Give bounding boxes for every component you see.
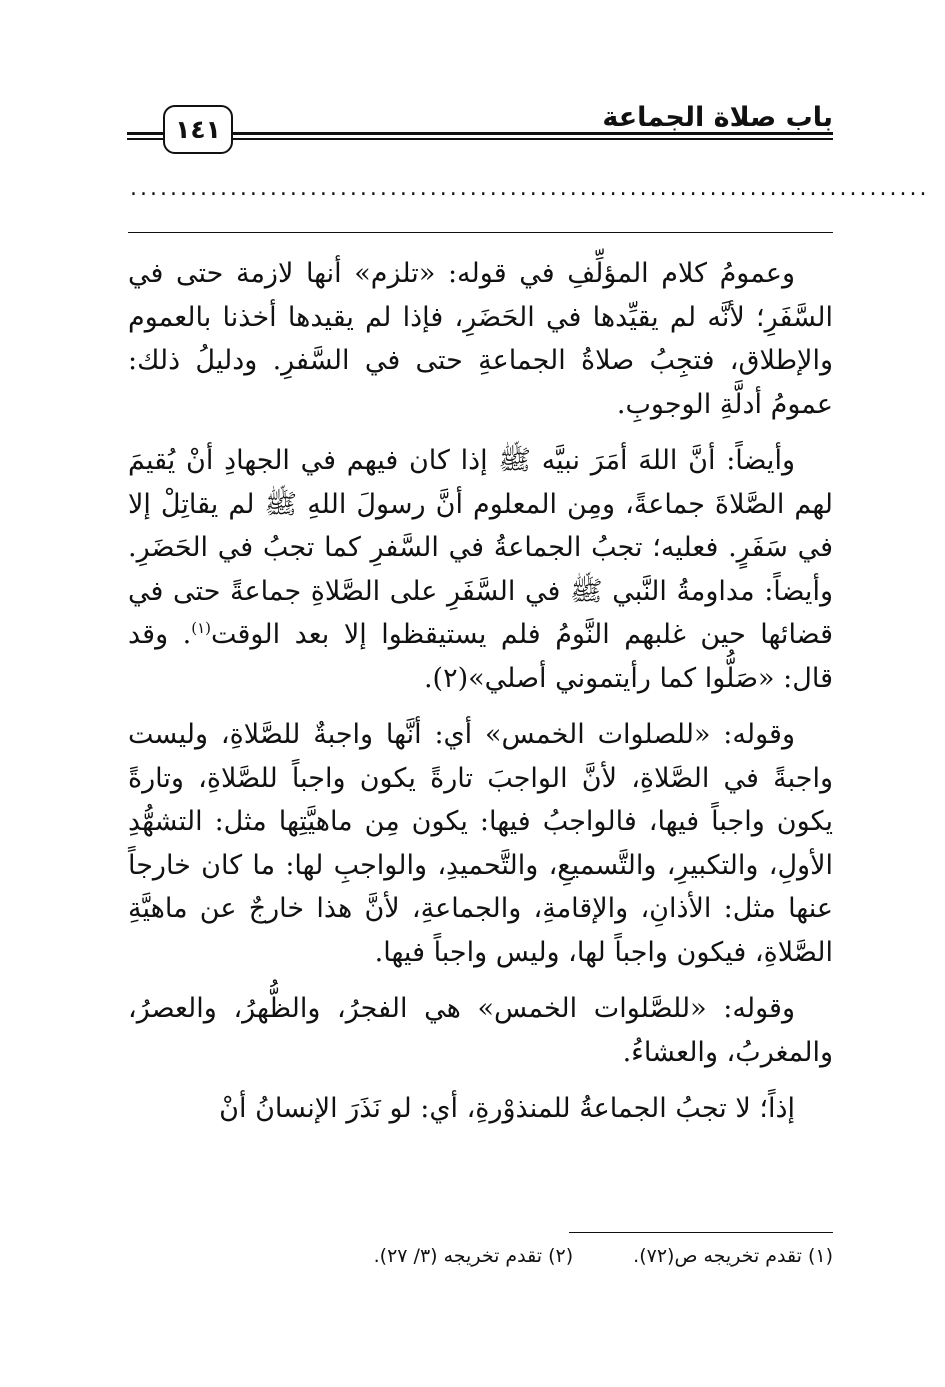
footnotes xyxy=(128,1245,833,1267)
paragraph-1 xyxy=(128,252,833,426)
dotted-separator: ................................................................................ xyxy=(130,176,930,201)
footnote-ref-1: (١) xyxy=(191,619,211,637)
page-header xyxy=(0,0,945,201)
header-rule-left xyxy=(127,132,165,140)
paragraph-2 xyxy=(128,439,833,700)
page-number: ١٤١ xyxy=(163,105,233,154)
footnote-divider xyxy=(569,1232,833,1233)
paragraph-text: إذاً؛ لا تجبُ الجماعةُ للمنذوْرةِ، أي: لو نَذَرَ الإنسانُ أنْ xyxy=(219,1093,795,1124)
footnote-1: (١) تقدم تخريجه ص(٧٢). xyxy=(633,1245,833,1267)
chapter-title: باب صلاة الجماعة xyxy=(602,102,833,133)
footnote-2: (٢) تقدم تخريجه (٣/ ٢٧). xyxy=(373,1245,574,1267)
paragraph-text: وعمومُ كلام المؤلِّفِ في قوله: «تلزم» أنها لازمة حتى في السَّفَرِ؛ لأنَّه لم يقيِّدها في الحَضَرِ، فإذا لم يقيدها أخذنا بالعموم والإطلاق، فتجِبُ صلاةُ الجماعةِ حتى في السَّفرِ. ودليلُ ذلك: عمومُ أدلَّةِ الوجوبِ. xyxy=(128,258,833,420)
top-divider xyxy=(128,232,833,233)
paragraph-text: وقوله: «للصلوات الخمس» أي: أنَّها واجبةٌ للصَّلاةِ، وليست واجبةً في الصَّلاةِ، لأنَّ الواجبَ تارةً يكون واجباً للصَّلاةِ، وتارةً يكون واجباً فيها، فالواجبُ فيها: يكون مِن ماهيَّتِها مثل: التشهُّدِ الأولِ، والتكبيرِ، والتَّسميعِ، والتَّحميدِ، والواجبِ لها: ما كان خارجاً عنها مثل: الأذانِ، والإقامةِ، والجماعةِ، لأنَّ هذا خارجٌ عن ماهيَّةِ الصَّلاةِ، فيكون واجباً لها، وليس واجباً فيها. xyxy=(128,719,833,968)
main-text xyxy=(128,252,833,1144)
header-rule-right xyxy=(230,132,833,140)
paragraph-3 xyxy=(128,713,833,974)
paragraph-4 xyxy=(128,987,833,1074)
paragraph-tail: . وقد قال: «صَلُّوا كما رأيتموني أصلي»(٢). xyxy=(128,619,833,694)
paragraph-text: وأيضاً: أنَّ اللهَ أمَرَ نبيَّه ﷺ إذا كان فيهم في الجهادِ أنْ يُقيمَ لهم الصَّلاةَ جماعةً، ومِن المعلوم أنَّ رسولَ اللهِ ﷺ لم يقاتِلْ إلا في سَفَرٍ. فعليه؛ تجبُ الجماعةُ في السَّفرِ كما تجبُ في الحَضَرِ. وأيضاً: مداومةُ النَّبي ﷺ في السَّفَرِ على الصَّلاةِ جماعةً حتى في قضائها حين غلبهم النَّومُ فلم يستيقظوا إلا بعد الوقت xyxy=(128,445,833,650)
paragraph-text: وقوله: «للصَّلوات الخمس» هي الفجرُ، والظُّهرُ، والعصرُ، والمغربُ، والعشاءُ. xyxy=(128,993,833,1068)
paragraph-5 xyxy=(128,1087,833,1131)
